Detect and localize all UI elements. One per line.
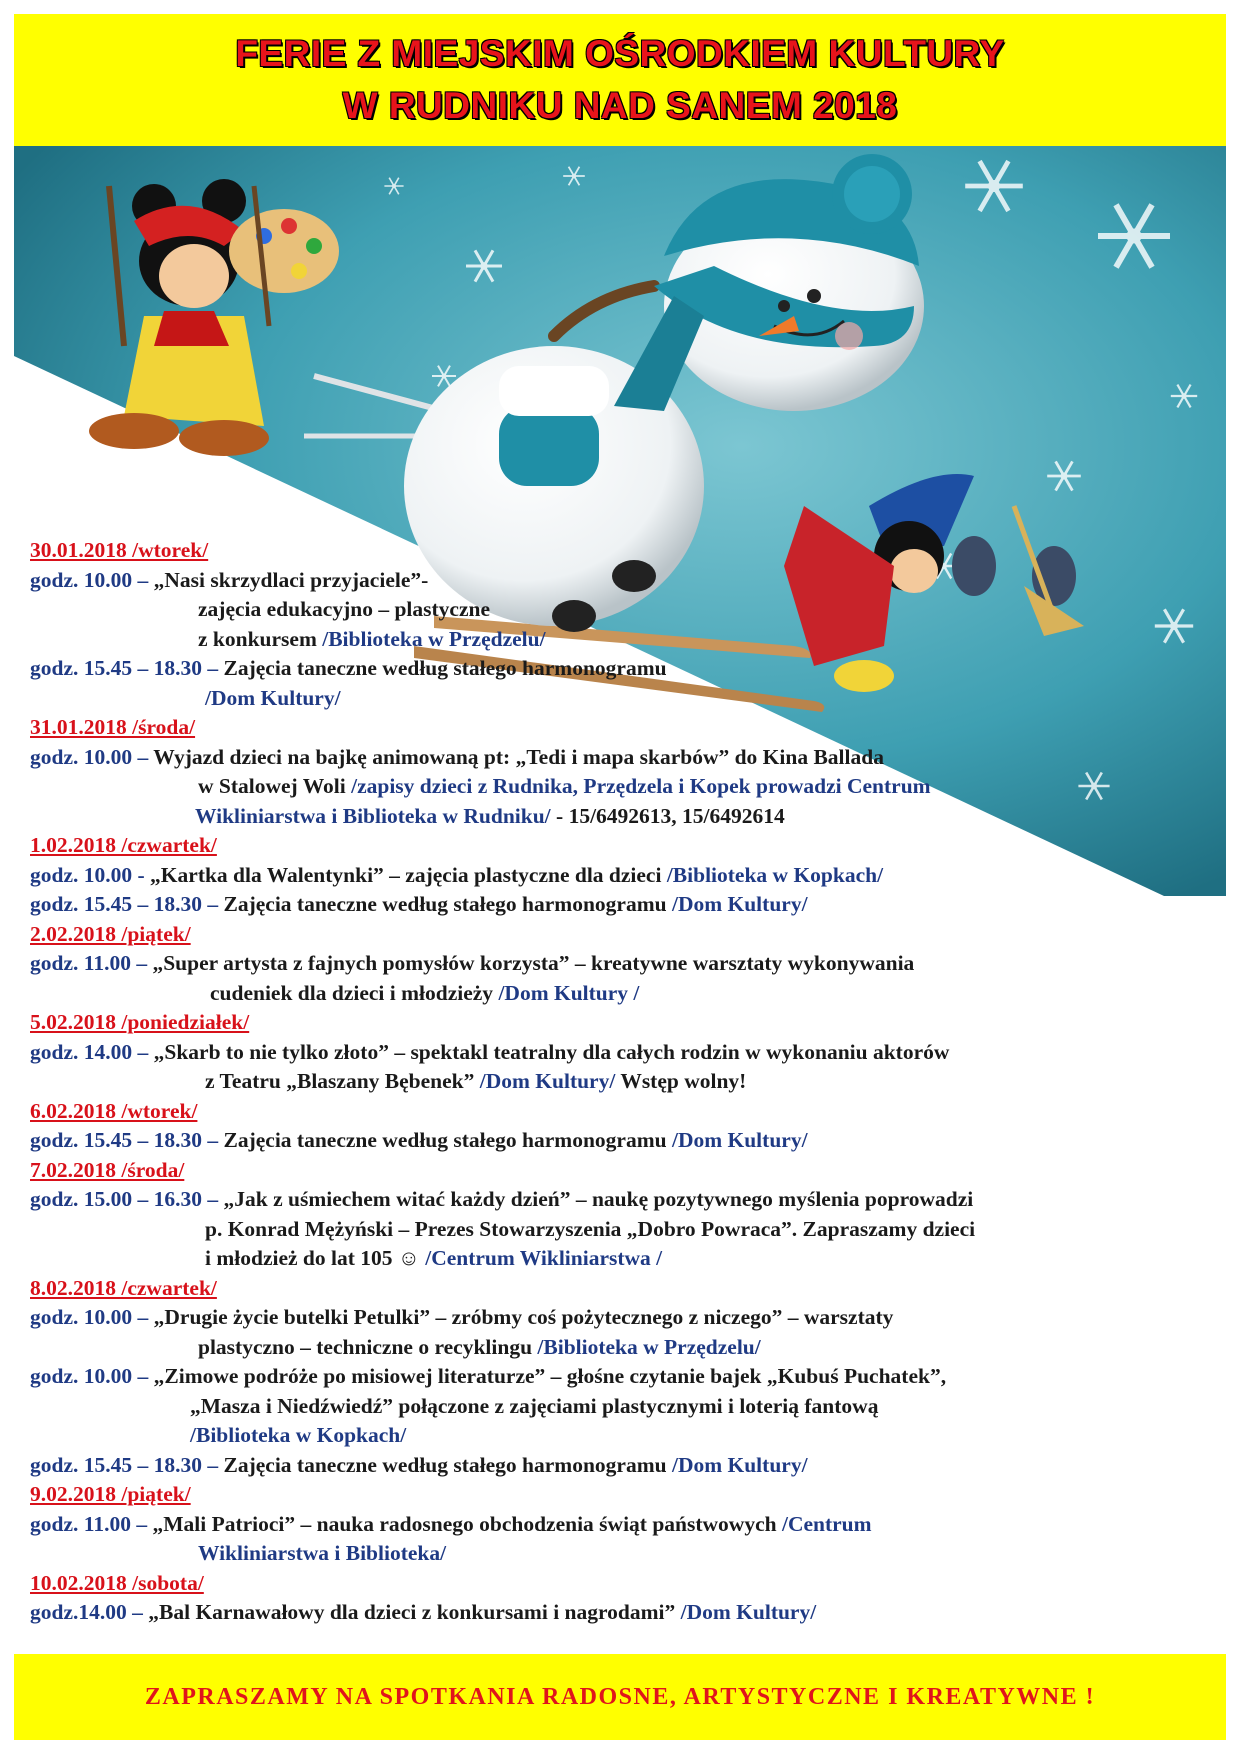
- event-location: /Biblioteka w Kopkach/: [190, 1423, 407, 1447]
- event-description: zajęcia edukacyjno – plastyczne: [198, 597, 491, 621]
- event-description: „Mali Patrioci” – nauka radosnego obchodzenia świąt państwowych: [152, 1511, 782, 1536]
- event-line: [30, 1362, 1210, 1392]
- header-title-line2: W RUDNIKU NAD SANEM 2018: [342, 85, 898, 126]
- event-time: godz. 10.00 –: [30, 1364, 154, 1388]
- event-description: w Stalowej Woli: [198, 774, 352, 798]
- date-heading: 8.02.2018 /czwartek/: [30, 1275, 217, 1300]
- event-date: [30, 1008, 1210, 1038]
- event-location: /Dom Kultury/: [671, 1452, 808, 1477]
- event-date: [30, 1480, 1210, 1510]
- event-location: /Dom Kultury/: [205, 685, 341, 710]
- event-schedule: [30, 536, 1210, 1628]
- event-location: /Centrum: [781, 1511, 872, 1536]
- event-time: godz. 11.00 –: [30, 1511, 153, 1536]
- event-note: Wstęp wolny!: [615, 1069, 747, 1093]
- event-location: /Dom Kultury/: [671, 892, 808, 916]
- event-date: [30, 920, 1210, 950]
- event-location: /Biblioteka w Kopkach/: [666, 862, 884, 887]
- event-description: „Bal Karnawałowy dla dzieci z konkursami i nagrodami”: [148, 1600, 681, 1624]
- event-time: godz. 10.00 –: [30, 744, 154, 769]
- event-location: Wikliniarstwa i Biblioteka/: [198, 1541, 447, 1565]
- event-line: [30, 654, 1210, 684]
- event-line: [30, 979, 1210, 1009]
- event-description: Zajęcia taneczne według stałego harmonogramu: [223, 1452, 672, 1477]
- event-time: godz. 15.00 – 16.30 –: [30, 1187, 224, 1211]
- event-time: godz. 11.00 –: [30, 951, 153, 975]
- event-description: z Teatru „Blaszany Bębenek”: [205, 1069, 480, 1093]
- date-heading: 2.02.2018 /piątek/: [30, 921, 191, 946]
- event-time: godz. 10.00 –: [30, 567, 154, 592]
- event-line: [30, 625, 1210, 655]
- event-description: Zajęcia taneczne według stałego harmonogramu: [223, 1128, 672, 1152]
- event-time: godz. 15.45 – 18.30 –: [30, 1128, 224, 1152]
- event-description: „Drugie życie butelki Petulki” – zróbmy coś pożytecznego z niczego” – warsztaty: [153, 1305, 894, 1329]
- event-description: plastyczno – techniczne o recyklingu: [198, 1334, 538, 1359]
- event-location: /Biblioteka w Przędzelu/: [537, 1334, 761, 1359]
- event-line: [30, 861, 1210, 891]
- event-line: [30, 1038, 1210, 1068]
- event-location: /zapisy dzieci z Rudnika, Przędzela i Kopek prowadzi Centrum: [351, 774, 931, 798]
- event-line: [30, 1510, 1210, 1540]
- footer-invitation: ZAPRASZAMY NA SPOTKANIA RADOSNE, ARTYSTYCZNE I KREATYWNE !: [144, 1683, 1096, 1710]
- event-line: [30, 684, 1210, 714]
- event-date: [30, 536, 1210, 566]
- event-line: [30, 1244, 1210, 1274]
- event-line: [30, 1215, 1210, 1245]
- event-line: [30, 1126, 1210, 1156]
- date-heading: 31.01.2018 /środa/: [30, 715, 196, 739]
- date-heading: 10.02.2018 /sobota/: [30, 1570, 204, 1595]
- event-line: [30, 890, 1210, 920]
- event-line: [30, 1185, 1210, 1215]
- event-description: „Nasi skrzydlaci przyjaciele”-: [153, 567, 429, 592]
- event-description: „Masza i Niedźwiedź” połączone z zajęciami plastycznymi i loterią fantową: [190, 1393, 879, 1418]
- event-time: godz. 15.45 – 18.30 –: [30, 656, 224, 680]
- event-time: godz.14.00 –: [30, 1600, 149, 1624]
- event-line: [30, 802, 1210, 832]
- event-line: [30, 1067, 1210, 1097]
- event-time: godz. 15.45 – 18.30 –: [30, 892, 224, 916]
- event-location: /Dom Kultury /: [498, 980, 640, 1005]
- event-time: godz. 10.00 –: [30, 1305, 154, 1329]
- event-note: - 15/6492613, 15/6492614: [550, 803, 785, 828]
- event-description: p. Konrad Mężyński – Prezes Stowarzyszenia „Dobro Powraca”. Zapraszamy dzieci: [205, 1216, 976, 1241]
- event-location: /Dom Kultury/: [479, 1069, 616, 1093]
- poster-footer: [14, 1654, 1226, 1740]
- header-title-line1: FERIE Z MIEJSKIM OŚRODKIEM KULTURY: [235, 33, 1005, 74]
- event-location: /Dom Kultury/: [671, 1128, 808, 1152]
- event-description: Wyjazd dzieci na bajkę animowaną pt: „Tedi i mapa skarbów” do Kina Ballada: [153, 744, 884, 769]
- date-heading: 1.02.2018 /czwartek/: [30, 833, 217, 857]
- event-location: /Dom Kultury/: [680, 1600, 817, 1624]
- event-description: z konkursem: [198, 626, 323, 651]
- event-line: [30, 743, 1210, 773]
- event-description: i młodzież do lat 105 ☺: [205, 1246, 426, 1270]
- event-line: [30, 1451, 1210, 1481]
- event-description: cudeniek dla dzieci i młodzieży: [210, 980, 499, 1005]
- event-line: [30, 595, 1210, 625]
- event-description: „Kartka dla Walentynki” – zajęcia plastyczne dla dzieci: [150, 862, 667, 887]
- event-line: [30, 1303, 1210, 1333]
- event-time: godz. 14.00 –: [30, 1039, 154, 1064]
- date-heading: 9.02.2018 /piątek/: [30, 1482, 191, 1506]
- event-date: [30, 1097, 1210, 1127]
- date-heading: 30.01.2018 /wtorek/: [30, 538, 209, 562]
- event-location: /Centrum Wikliniarstwa /: [425, 1246, 663, 1270]
- event-line: [30, 1392, 1210, 1422]
- event-date: [30, 713, 1210, 743]
- event-date: [30, 1274, 1210, 1304]
- event-date: [30, 1156, 1210, 1186]
- event-description: Zajęcia taneczne według stałego harmonogramu: [223, 656, 667, 680]
- event-time: godz. 10.00 -: [30, 862, 151, 887]
- event-description: „Jak z uśmiechem witać każdy dzień” – naukę pozytywnego myślenia poprowadzi: [223, 1187, 974, 1211]
- event-description: „Zimowe podróże po misiowej literaturze” – głośne czytanie bajek „Kubuś Puchatek”,: [153, 1364, 947, 1388]
- event-line: [30, 772, 1210, 802]
- event-time: godz. 15.45 – 18.30 –: [30, 1452, 224, 1477]
- event-line: [30, 1421, 1210, 1451]
- event-line: [30, 566, 1210, 596]
- event-line: [30, 1333, 1210, 1363]
- date-heading: 5.02.2018 /poniedziałek/: [30, 1010, 250, 1034]
- event-date: [30, 1569, 1210, 1599]
- event-location: /Biblioteka w Przędzelu/: [322, 626, 546, 651]
- event-line: [30, 949, 1210, 979]
- date-heading: 7.02.2018 /środa/: [30, 1157, 185, 1182]
- event-line: [30, 1539, 1210, 1569]
- event-description: Zajęcia taneczne według stałego harmonogramu: [223, 892, 672, 916]
- event-line: [30, 1598, 1210, 1628]
- event-description: „Skarb to nie tylko złoto” – spektakl teatralny dla całych rodzin w wykonaniu aktorów: [153, 1039, 950, 1064]
- event-location: Wikliniarstwa i Biblioteka w Rudniku/: [195, 803, 551, 828]
- event-description: „Super artysta z fajnych pomysłów korzysta” – kreatywne warsztaty wykonywania: [152, 951, 915, 975]
- date-heading: 6.02.2018 /wtorek/: [30, 1098, 198, 1123]
- poster-header: [14, 14, 1226, 146]
- event-date: [30, 831, 1210, 861]
